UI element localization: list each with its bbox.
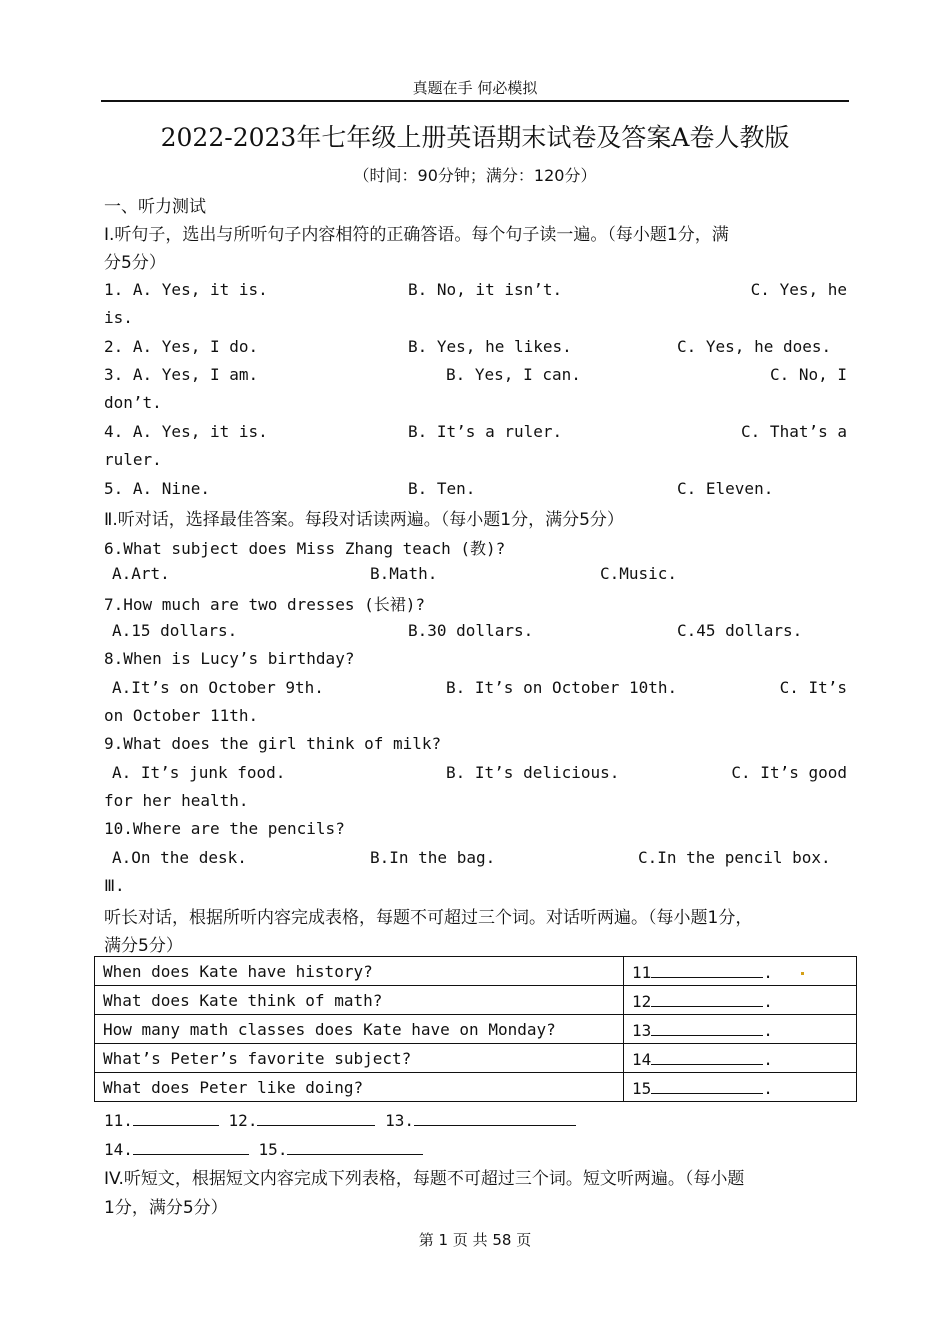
part3-instruction: 听长对话，根据所听内容完成表格，每题不可超过三个词。对话听两遍。（每小题1分， bbox=[104, 908, 753, 928]
q9-question: 9.What does the girl think of milk? bbox=[104, 734, 442, 753]
running-header: 真题在手 何必模拟 bbox=[412, 79, 538, 97]
q5-option-c: C. Eleven. bbox=[677, 479, 774, 498]
page-title: 2022-2023年七年级上册英语期末试卷及答案A卷人教版 bbox=[160, 123, 790, 152]
q10-option-b: B.In the bag. bbox=[370, 848, 496, 867]
q8-question: 8.When is Lucy’s birthday? bbox=[104, 649, 355, 668]
q10-option-c: C.In the pencil box. bbox=[638, 848, 831, 867]
table-question: How many math classes does Kate have on Monday? bbox=[95, 1015, 624, 1044]
q2-option-b: B. Yes, he likes. bbox=[408, 337, 572, 356]
table-question: What does Kate think of math? bbox=[95, 986, 624, 1015]
period: . bbox=[763, 1020, 773, 1040]
q6-option-b: B.Math. bbox=[370, 564, 438, 583]
table-answer-cell bbox=[624, 957, 857, 986]
item-number: 13 bbox=[632, 1020, 652, 1040]
part4-instruction: IV.听短文，根据短文内容完成下列表格，每题不可超过三个词。短文听两遍。（每小题 bbox=[104, 1169, 745, 1189]
answer-line-1 bbox=[104, 1109, 576, 1130]
answer-label-11: 11. bbox=[104, 1111, 133, 1130]
item-number: 11 bbox=[632, 962, 652, 982]
answer-blank[interactable] bbox=[651, 1077, 763, 1094]
table-question: When does Kate have history? bbox=[95, 957, 624, 986]
q10-question: 10.Where are the pencils? bbox=[104, 819, 345, 838]
q6-option-a: A.Art. bbox=[112, 564, 170, 583]
table-row bbox=[95, 986, 857, 1015]
answer-blank[interactable] bbox=[651, 1048, 763, 1065]
item-number: 12 bbox=[632, 991, 652, 1011]
q3-option-b: B. Yes, I can. bbox=[446, 365, 581, 384]
table-row bbox=[95, 1015, 857, 1044]
part4-instruction-cont: 1分，满分5分） bbox=[104, 1198, 228, 1218]
q9-option-a: A. It’s junk food. bbox=[112, 763, 286, 782]
q7-option-b: B.30 dollars. bbox=[408, 621, 534, 640]
q4-option-b: B. It’s a ruler. bbox=[408, 422, 563, 441]
exam-info: （时间：90分钟；满分：120分） bbox=[353, 166, 597, 185]
q5-option-a: 5. A. Nine. bbox=[104, 479, 210, 498]
q4-option-c: C. That’s a bbox=[741, 422, 847, 441]
q8-option-a: A.It’s on October 9th. bbox=[112, 678, 324, 697]
table-question: What’s Peter’s favorite subject? bbox=[95, 1044, 624, 1073]
item-number: 14 bbox=[632, 1049, 652, 1069]
section-heading: 一、听力测试 bbox=[104, 197, 206, 217]
q7-option-a: A.15 dollars. bbox=[112, 621, 238, 640]
q8-option-c: C. It’s bbox=[779, 678, 847, 697]
q2-option-a: 2. A. Yes, I do. bbox=[104, 337, 259, 356]
answer-label-12: 12. bbox=[228, 1111, 258, 1130]
q10-option-a: A.On the desk. bbox=[112, 848, 247, 867]
answer-label-14: 14. bbox=[104, 1140, 133, 1159]
table-row bbox=[95, 1044, 857, 1073]
table-answer-cell bbox=[624, 1015, 857, 1044]
q8-option-c-cont: on October 11th. bbox=[104, 706, 259, 725]
answer-blank-11[interactable] bbox=[133, 1109, 219, 1126]
q1-option-c-cont: is. bbox=[104, 308, 133, 327]
table-answer-cell bbox=[624, 1044, 857, 1073]
q5-option-b: B. Ten. bbox=[408, 479, 476, 498]
answer-label-15: 15. bbox=[258, 1140, 288, 1159]
table-answer-cell bbox=[624, 1073, 857, 1102]
table-row bbox=[95, 957, 857, 986]
q6-question: 6.What subject does Miss Zhang teach (教)? bbox=[104, 539, 506, 558]
part1-instruction: Ⅰ.听句子，选出与所听句子内容相符的正确答语。每个句子读一遍。（每小题1分，满 bbox=[104, 225, 729, 245]
period: . bbox=[763, 962, 773, 982]
answer-blank-12[interactable] bbox=[257, 1109, 375, 1126]
answer-blank-13[interactable] bbox=[414, 1109, 576, 1126]
answer-blank-15[interactable] bbox=[287, 1138, 423, 1155]
page-footer: 第 1 页 共 58 页 bbox=[418, 1231, 532, 1249]
table-row bbox=[95, 1073, 857, 1102]
table-question: What does Peter like doing? bbox=[95, 1073, 624, 1102]
q6-option-c: C.Music. bbox=[600, 564, 678, 583]
stray-mark bbox=[801, 972, 804, 975]
q9-option-c: C. It’s good bbox=[731, 763, 847, 782]
item-number: 15 bbox=[632, 1078, 652, 1098]
answer-table bbox=[94, 956, 857, 1102]
q4-option-a: 4. A. Yes, it is. bbox=[104, 422, 268, 441]
q2-option-c: C. Yes, he does. bbox=[677, 337, 832, 356]
answer-label-13: 13. bbox=[385, 1111, 414, 1130]
answer-blank-14[interactable] bbox=[133, 1138, 249, 1155]
part3-instruction-cont: 满分5分） bbox=[104, 936, 183, 956]
part1-instruction-cont: 分5分） bbox=[104, 253, 166, 273]
q1-option-c: C. Yes, he bbox=[750, 280, 847, 299]
q3-option-a: 3. A. Yes, I am. bbox=[104, 365, 259, 384]
answer-line-2 bbox=[104, 1138, 423, 1159]
q3-option-c-cont: don’t. bbox=[104, 393, 162, 412]
q9-option-b: B. It’s delicious. bbox=[446, 763, 620, 782]
q1-option-a: 1. A. Yes, it is. bbox=[104, 280, 268, 299]
answer-blank[interactable] bbox=[651, 990, 763, 1007]
part2-instruction: Ⅱ.听对话，选择最佳答案。每段对话读两遍。（每小题1分，满分5分） bbox=[104, 510, 624, 530]
q4-option-c-cont: ruler. bbox=[104, 450, 162, 469]
q8-option-b: B. It’s on October 10th. bbox=[446, 678, 678, 697]
table-answer-cell bbox=[624, 986, 857, 1015]
q9-option-c-cont: for her health. bbox=[104, 791, 249, 810]
q3-option-c: C. No, I bbox=[769, 365, 847, 384]
q1-option-b: B. No, it isn’t. bbox=[408, 280, 563, 299]
answer-blank[interactable] bbox=[651, 1019, 763, 1036]
period: . bbox=[763, 1049, 773, 1069]
q7-option-c: C.45 dollars. bbox=[677, 621, 803, 640]
period: . bbox=[763, 1078, 773, 1098]
q7-question: 7.How much are two dresses (长裙)? bbox=[104, 595, 425, 614]
answer-blank[interactable] bbox=[651, 961, 763, 978]
header-rule bbox=[101, 100, 849, 102]
part3-label: Ⅲ. bbox=[104, 876, 125, 895]
period: . bbox=[763, 991, 773, 1011]
